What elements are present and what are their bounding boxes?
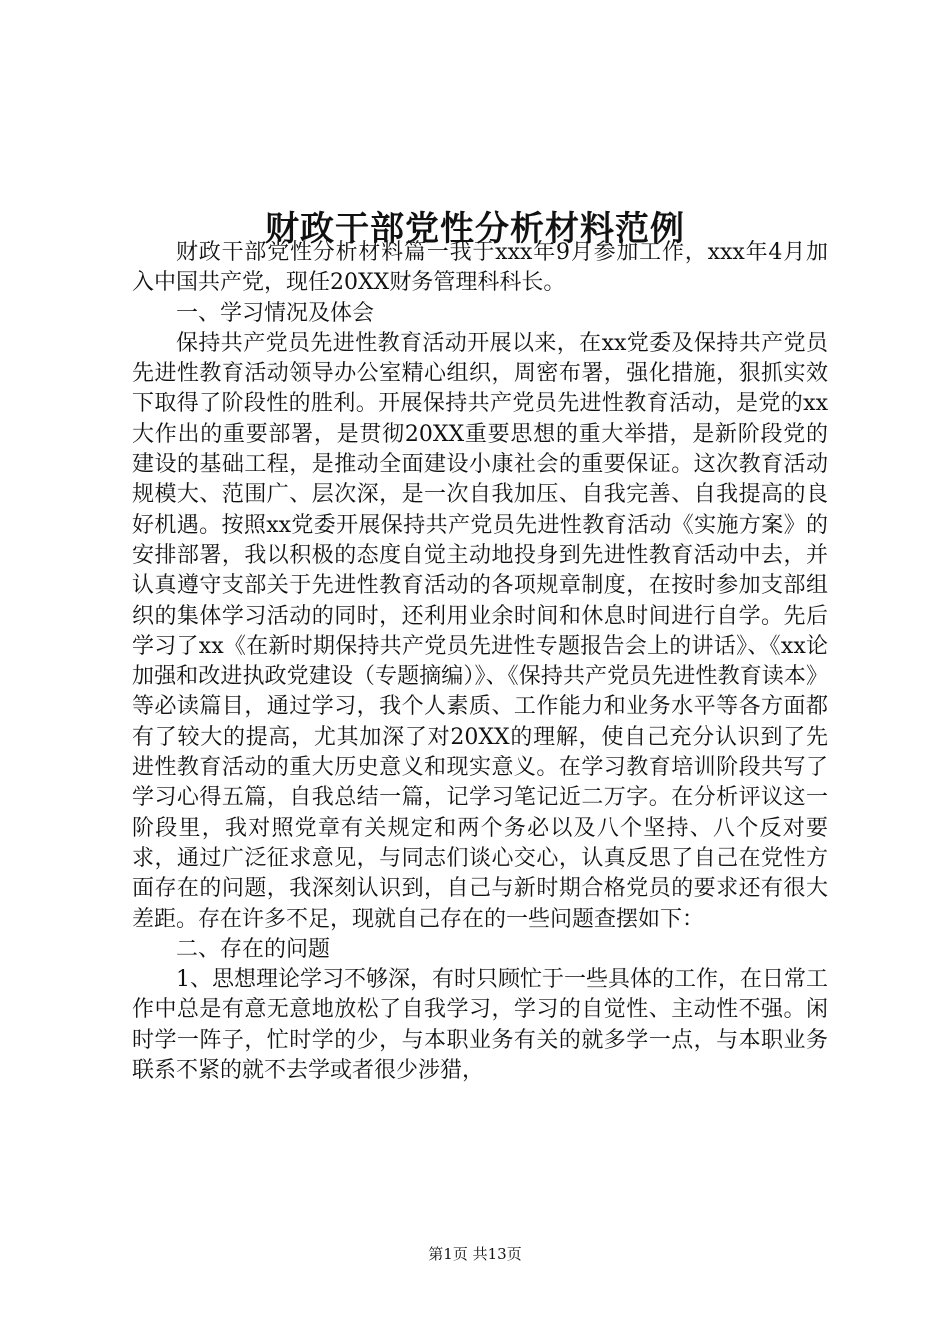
intro-paragraph: 财政干部党性分析材料篇一我于xxx年9月参加工作，xxx年4月加入中国共产党，现任20XX财务管理科科长。 [132, 240, 828, 296]
problem-paragraph-1: 1、思想理论学习不够深，有时只顾忙于一些具体的工作，在日常工作中总是有意无意地放松了自我学习，学习的自觉性、主动性不强。闲时学一阵子，忙时学的少，与本职业务有关的就多学一点，与本职业务联系不紧的就不去学或者很少涉猎， [132, 967, 828, 1084]
document-body [132, 238, 828, 1086]
section-heading-problems: 二、存在的问题 [176, 936, 331, 962]
page-footer: 第1页 共13页 [428, 1245, 522, 1263]
study-paragraph: 保持共产党员先进性教育活动开展以来，在xx党委及保持共产党员先进性教育活动领导办公室精心组织，周密布署，强化措施，狠抓实效下取得了阶段性的胜利。开展保持共产党员先进性教育活动，是党的xx大作出的重要部署，是贯彻20XX重要思想的重大举措，是新阶段党的建设的基础工程，是推动全面建设小康社会的重要保证。这次教育活动规模大、范围广、层次深，是一次自我加压、自我完善、自我提高的良好机遇。按照xx党委开展保持共产党员先进性教育活动《实施方案》的安排部署，我以积极的态度自觉主动地投身到先进性教育活动中去，并认真遵守支部关于先进性教育活动的各项规章制度，在按时参加支部组织的集体学习活动的同时，还利用业余时间和休息时间进行自学。先后学习了xx《在新时期保持共产党员先进性专题报告会上的讲话》、《xx论加强和改进执政党建设（专题摘编）》、《保持共产党员先进性教育读本》等必读篇目，通过学习，我个人素质、工作能力和业务水平等各方面都有了较大的提高，尤其加深了对20XX的理解，使自己充分认识到了先进性教育活动的重大历史意义和现实意义。在学习教育培训阶段共写了学习心得五篇，自我总结一篇，记学习笔记近二万字。在分析评议这一阶段里，我对照党章有关规定和两个务必以及八个坚持、八个反对要求，通过广泛征求意见，与同志们谈心交心，认真反思了自己在党性方面存在的问题，我深刻认识到，自己与新时期合格党员的要求还有很大差距。存在许多不足，现就自己存在的一些问题查摆如下： [132, 330, 828, 932]
document-title: 财政干部党性分析材料范例 [265, 208, 685, 249]
section-heading-study: 一、学习情况及体会 [176, 300, 375, 326]
